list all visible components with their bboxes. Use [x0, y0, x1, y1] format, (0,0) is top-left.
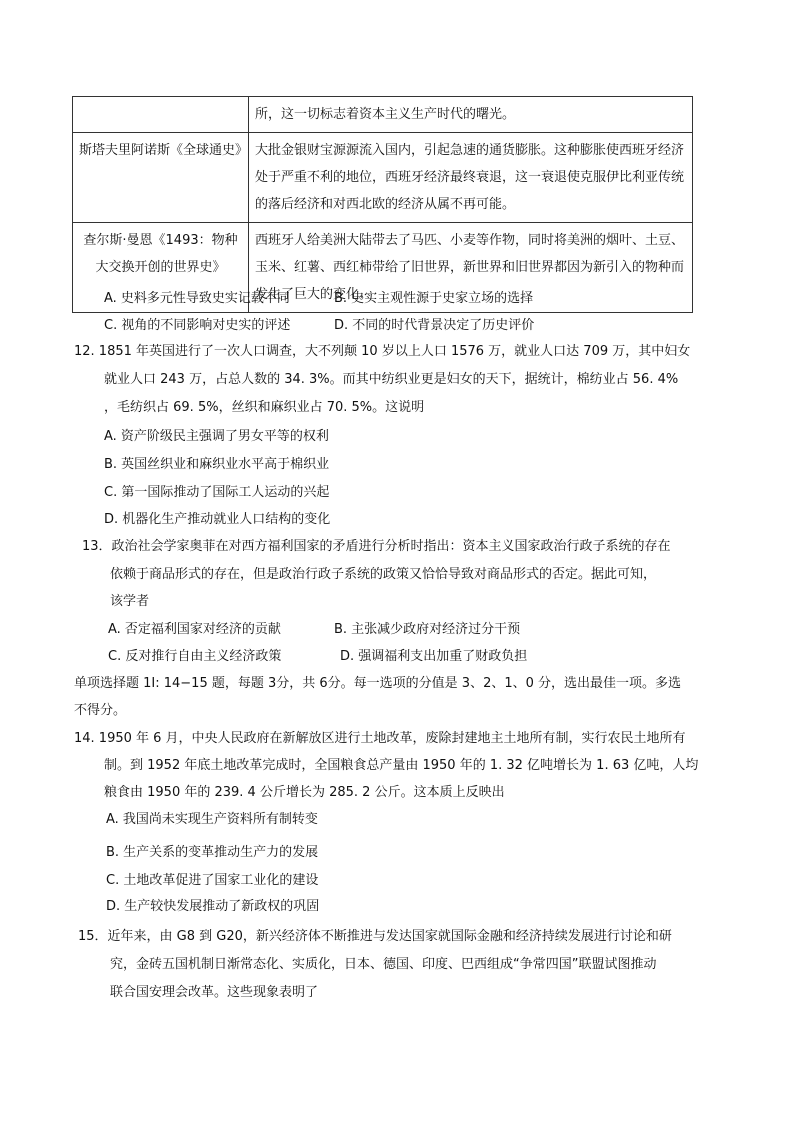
table-content-cell: 西班牙人给美洲大陆带去了马匹、小麦等作物，同时将美洲的烟叶、土豆、玉米、红薯、西红柿带给了旧世界，新世界和旧世界都因为新引入的物种而发生了巨大的变化。 [249, 223, 693, 313]
table-row [73, 133, 693, 223]
q11-option-d: D. 不同的时代背景决定了历史评价 [334, 318, 535, 333]
table-source-cell [73, 97, 249, 133]
q14-stem-line-1: 14. 1950 年 6 月，中央人民政府在新解放区进行土地改革，废除封建地主土地所有制，实行农民土地所有 [74, 731, 686, 746]
q12-stem-line-2: 就业人口 243 万，占总人数的 34. 3%。而其中纺织业更是妇女的天下，据统计，棉纺业占 56. 4% [104, 372, 679, 387]
q13-stem-line-3: 该学者 [110, 594, 150, 609]
q11-option-a: A. 史料多元性导致史实记载不同 [104, 291, 290, 306]
q11-option-c: C. 视角的不同影响对史实的评述 [104, 318, 291, 333]
q12-option-b: B. 英国丝织业和麻织业水平高于棉织业 [104, 457, 330, 472]
table-source-cell: 查尔斯·曼恩《1493：物种大交换开创的世界史》 [73, 223, 249, 313]
table-row [73, 97, 693, 133]
table-content-cell: 所，这一切标志着资本主义生产时代的曙光。 [249, 97, 693, 133]
q14-option-c: C. 土地改革促进了国家工业化的建设 [106, 873, 319, 888]
section-instruction-line-2: 不得分。 [74, 703, 127, 718]
source-table [72, 96, 693, 313]
q13-option-a: A. 否定福利国家对经济的贡献 [108, 622, 281, 637]
q13-stem-line-2: 依赖于商品形式的存在，但是政治行政子系统的政策又恰恰导致对商品形式的否定。据此可知， [110, 567, 657, 582]
q13-option-b: B. 主张减少政府对经济过分干预 [334, 622, 521, 637]
q14-option-a: A. 我国尚未实现生产资料所有制转变 [106, 812, 318, 827]
q13-option-c: C. 反对推行自由主义经济政策 [108, 649, 282, 664]
q12-option-d: D. 机器化生产推动就业人口结构的变化 [104, 512, 331, 527]
q11-option-b: B. 史实主观性源于史家立场的选择 [334, 291, 534, 306]
q12-option-c: C. 第一国际推动了国际工人运动的兴起 [104, 485, 330, 500]
q14-stem-line-2: 制。到 1952 年底土地改革完成时，全国粮食总产量由 1950 年的 1. 32 亿吨增长为 1. 63 亿吨，人均 [104, 758, 699, 773]
q12-option-a: A. 资产阶级民主强调了男女平等的权利 [104, 429, 329, 444]
table-content-cell: 大批金银财宝源源流入国内，引起急速的通货膨胀。这种膨胀使西班牙经济处于严重不利的地位，西班牙经济最终衰退，这一衰退使克服伊比利亚传统的落后经济和对西北欧的经济从属不再可能。 [249, 133, 693, 223]
q15-stem-line-3: 联合国安理会改革。这些现象表明了 [110, 985, 319, 1000]
q12-stem-line-1: 12. 1851 年英国进行了一次人口调查，大不列颠 10 岁以上人口 1576 万，就业人口达 709 万，其中妇女 [74, 344, 691, 359]
table-source-cell: 斯塔夫里阿诺斯《全球通史》 [73, 133, 249, 223]
q12-stem-line-3: ，毛纺织占 69. 5%，丝织和麻织业占 70. 5%。这说明 [104, 400, 425, 415]
q15-stem-line-2: 究，金砖五国机制日渐常态化、实质化，日本、德国、印度、巴西组成“争常四国”联盟试图推动 [110, 957, 657, 972]
section-instruction-line-1: 单项选择题 1I: 14−15 题，每题 3分，共 6分。每一选项的分值是 3、2、1、0 分，选出最佳一项。多选 [74, 676, 682, 691]
q15-stem-line-1: 15．近年来，由 G8 到 G20，新兴经济体不断推进与发达国家就国际金融和经济持续发展进行讨论和研 [78, 929, 672, 944]
q14-stem-line-3: 粮食由 1950 年的 239. 4 公斤增长为 285. 2 公斤。这本质上反映出 [104, 785, 505, 800]
q13-option-d: D. 强调福利支出加重了财政负担 [340, 649, 528, 664]
q13-stem-line-1: 13．政治社会学家奥菲在对西方福利国家的矛盾进行分析时指出：资本主义国家政治行政子系统的存在 [82, 539, 671, 554]
q14-option-d: D. 生产较快发展推动了新政权的巩固 [106, 899, 320, 914]
q14-option-b: B. 生产关系的变革推动生产力的发展 [106, 845, 319, 860]
